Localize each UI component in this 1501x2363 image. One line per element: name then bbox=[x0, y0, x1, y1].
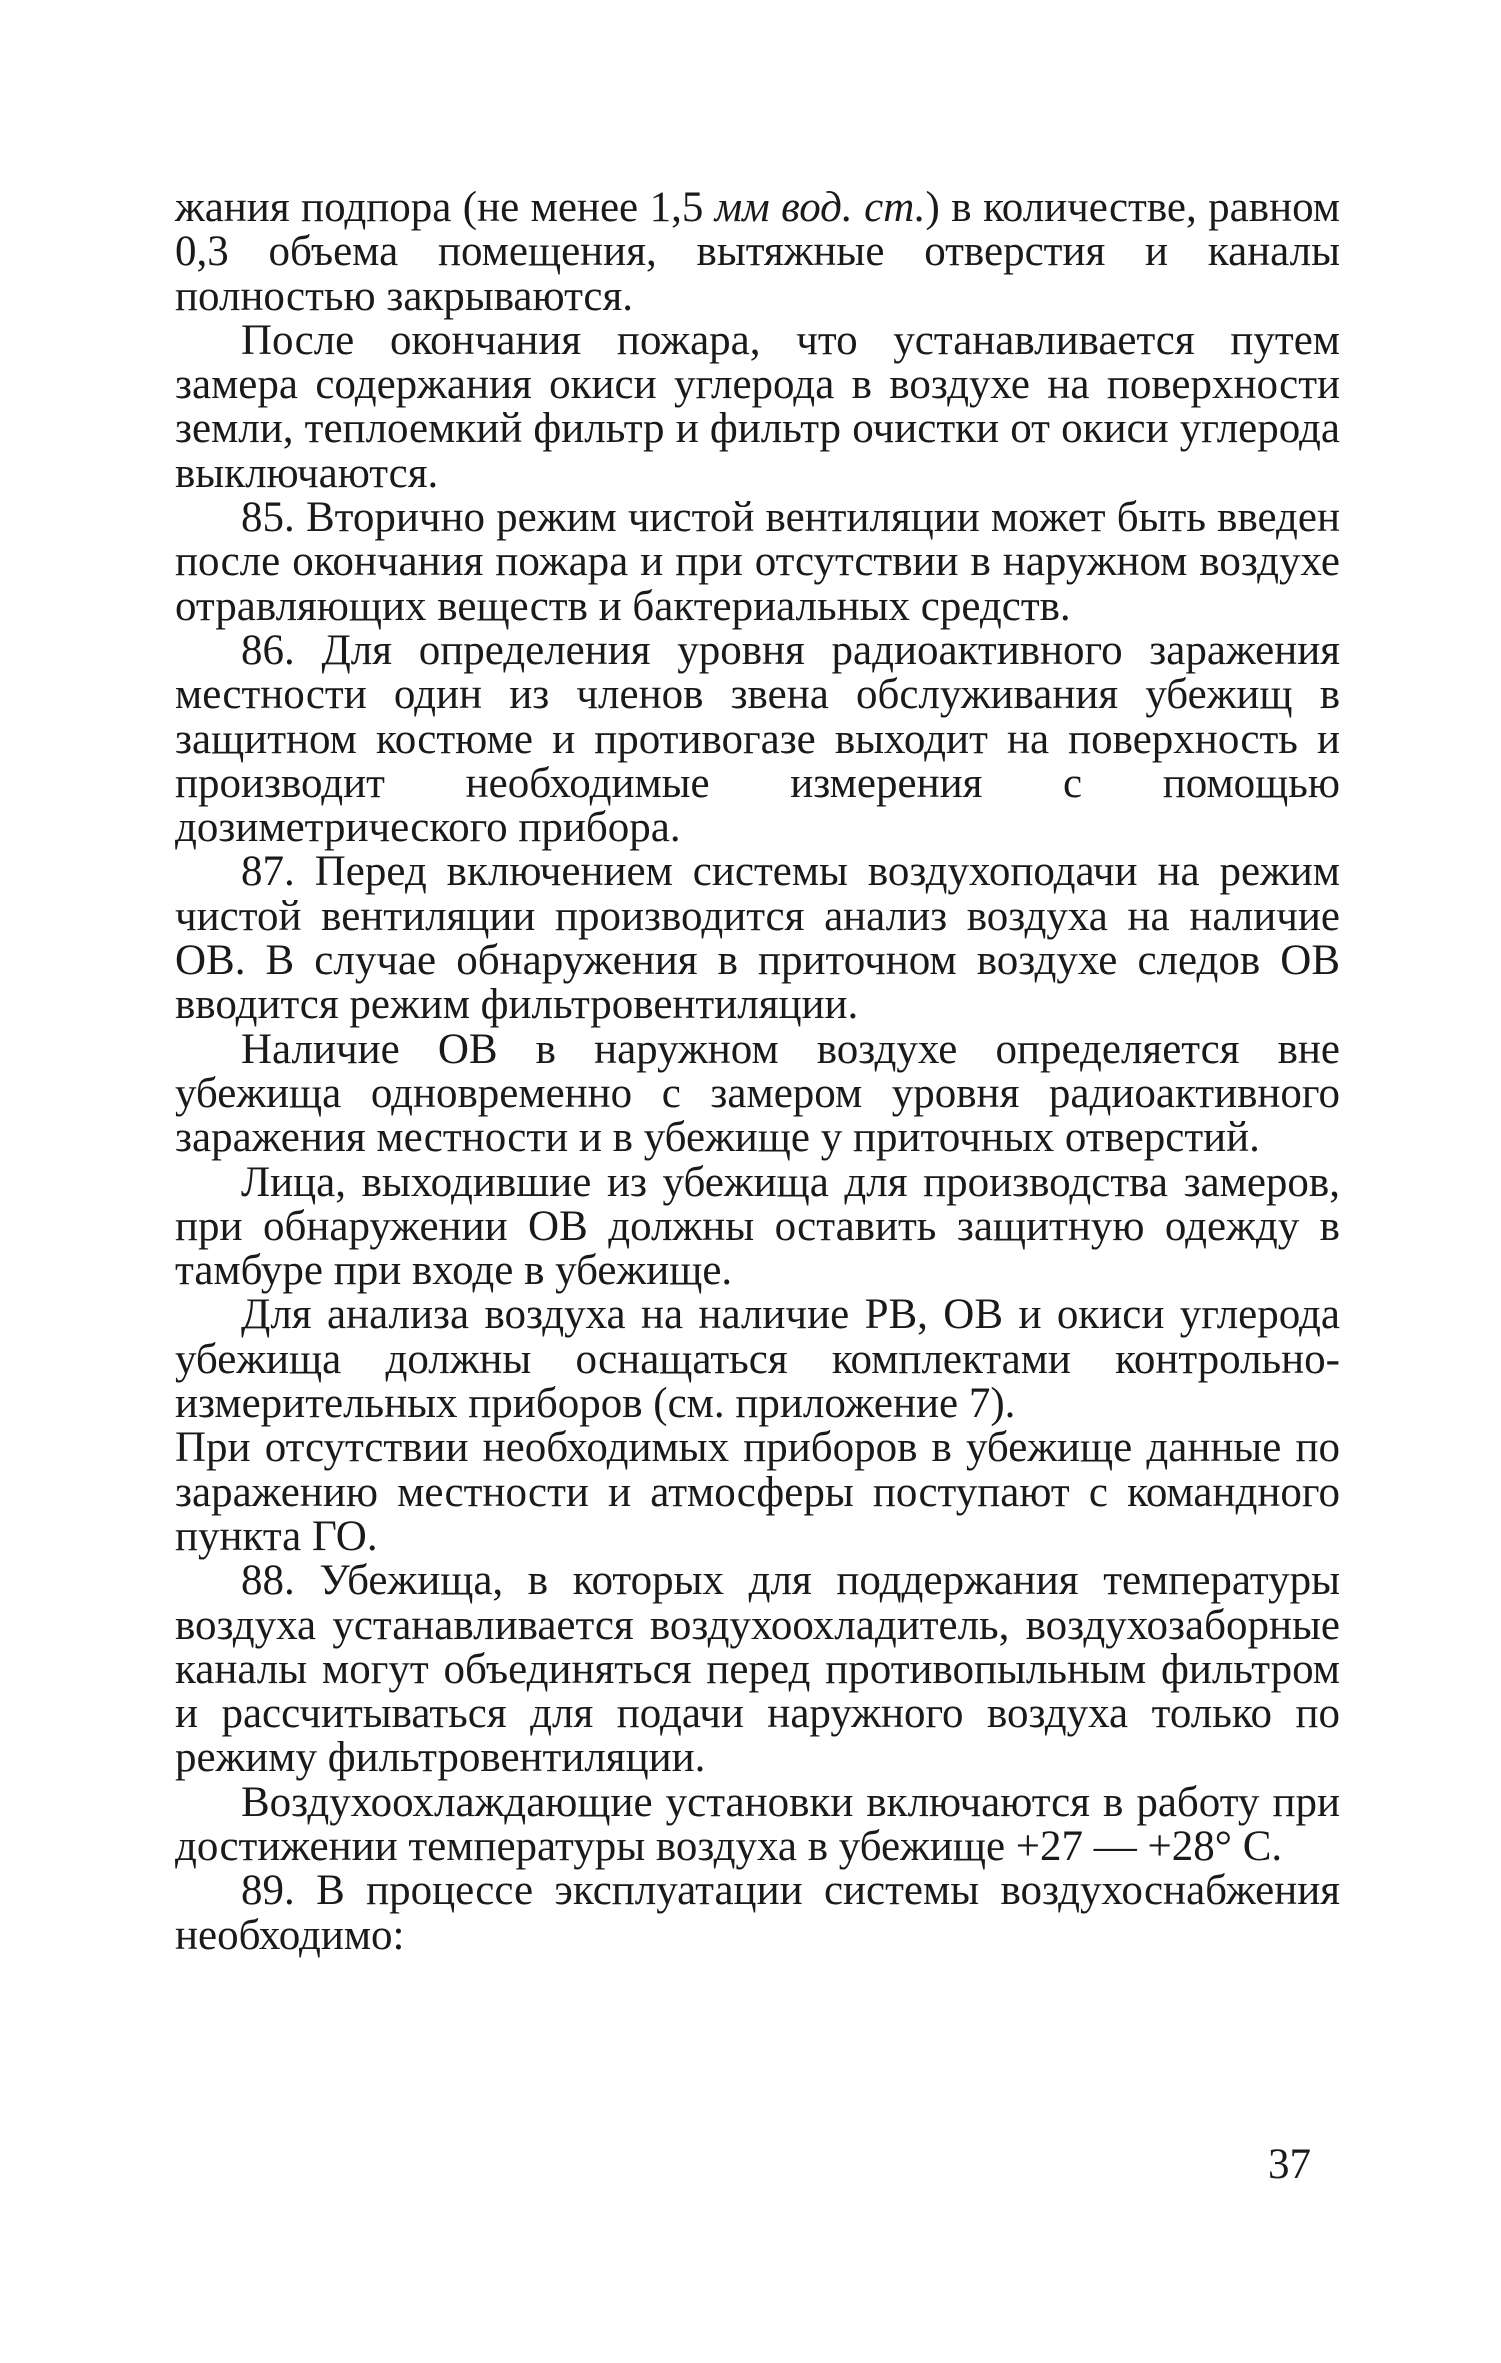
paragraph: Для анализа воздуха на наличие РВ, ОВ и окиси углерода убежища должны оснащаться комплектами контрольно-измерительных приборов (см. приложение 7). bbox=[175, 1291, 1340, 1428]
paragraph: Воздухоохлаждающие установки включаются в работу при достижении температуры воздуха в убежище +27 — +28° С. bbox=[175, 1778, 1340, 1870]
paragraph: Лица, выходившие из убежища для производства замеров, при обнаружении ОВ должны оставить защитную одежду в тамбуре при входе в убежище. bbox=[175, 1158, 1340, 1295]
text-segment: жания подпора (не менее 1,5 bbox=[175, 184, 715, 231]
paragraph: После окончания пожара, что устанавливается путем замера содержания окиси углерода в воздухе на поверхности земли, теплоемкий фильтр и фильтр очистки от окиси углерода выключаются. bbox=[175, 316, 1340, 497]
paragraph-88: 88. Убежища, в которых для поддержания температуры воздуха устанавливается воздухоохладитель, воздухозаборные каналы могут объединяться перед противопыльным фильтром и рассчитываться для подачи наружного воздуха только по режиму фильтровентиляции. bbox=[175, 1557, 1340, 1782]
paragraph-86: 86. Для определения уровня радиоактивного заражения местности один из членов звена обслуживания убежищ в защитном костюме и противогазе выходит на поверхность и производит необходимые измерения с помощью дозиметрического прибора. bbox=[175, 626, 1340, 852]
italic-units: мм вод. ст. bbox=[714, 184, 926, 231]
paragraph: Наличие ОВ в наружном воздухе определяется вне убежища одновременно с замером уровня радиоактивного заражения местности и в убежище у приточных отверстий. bbox=[175, 1025, 1340, 1162]
paragraph-continuation bbox=[175, 186, 1340, 319]
paragraph-85: 85. Вторично режим чистой вентиляции может быть введен после окончания пожара и при отсутствии в наружном воздухе отравляющих веществ и бактериальных средств. bbox=[175, 494, 1340, 630]
page-body bbox=[175, 186, 1340, 1958]
paragraph-89: 89. В процессе эксплуатации системы воздухоснабжения необходимо: bbox=[175, 1867, 1340, 1959]
page-number: 37 bbox=[1268, 2141, 1311, 2188]
text-segment: ) в количестве, равном 0,3 объема помещения, вытяжные отверстия и каналы полностью закрываются. bbox=[175, 184, 1340, 320]
paragraph-87: 87. Перед включением системы воздухоподачи на режим чистой вентиляции производится анализ воздуха на наличие ОВ. В случае обнаружения в приточном воздухе следов ОВ вводится режим фильтровентиляции. bbox=[175, 848, 1340, 1029]
paragraph-no-indent: При отсутствии необходимых приборов в убежище данные по заражению местности и атмосферы поступают с командного пункта ГО. bbox=[175, 1424, 1340, 1560]
